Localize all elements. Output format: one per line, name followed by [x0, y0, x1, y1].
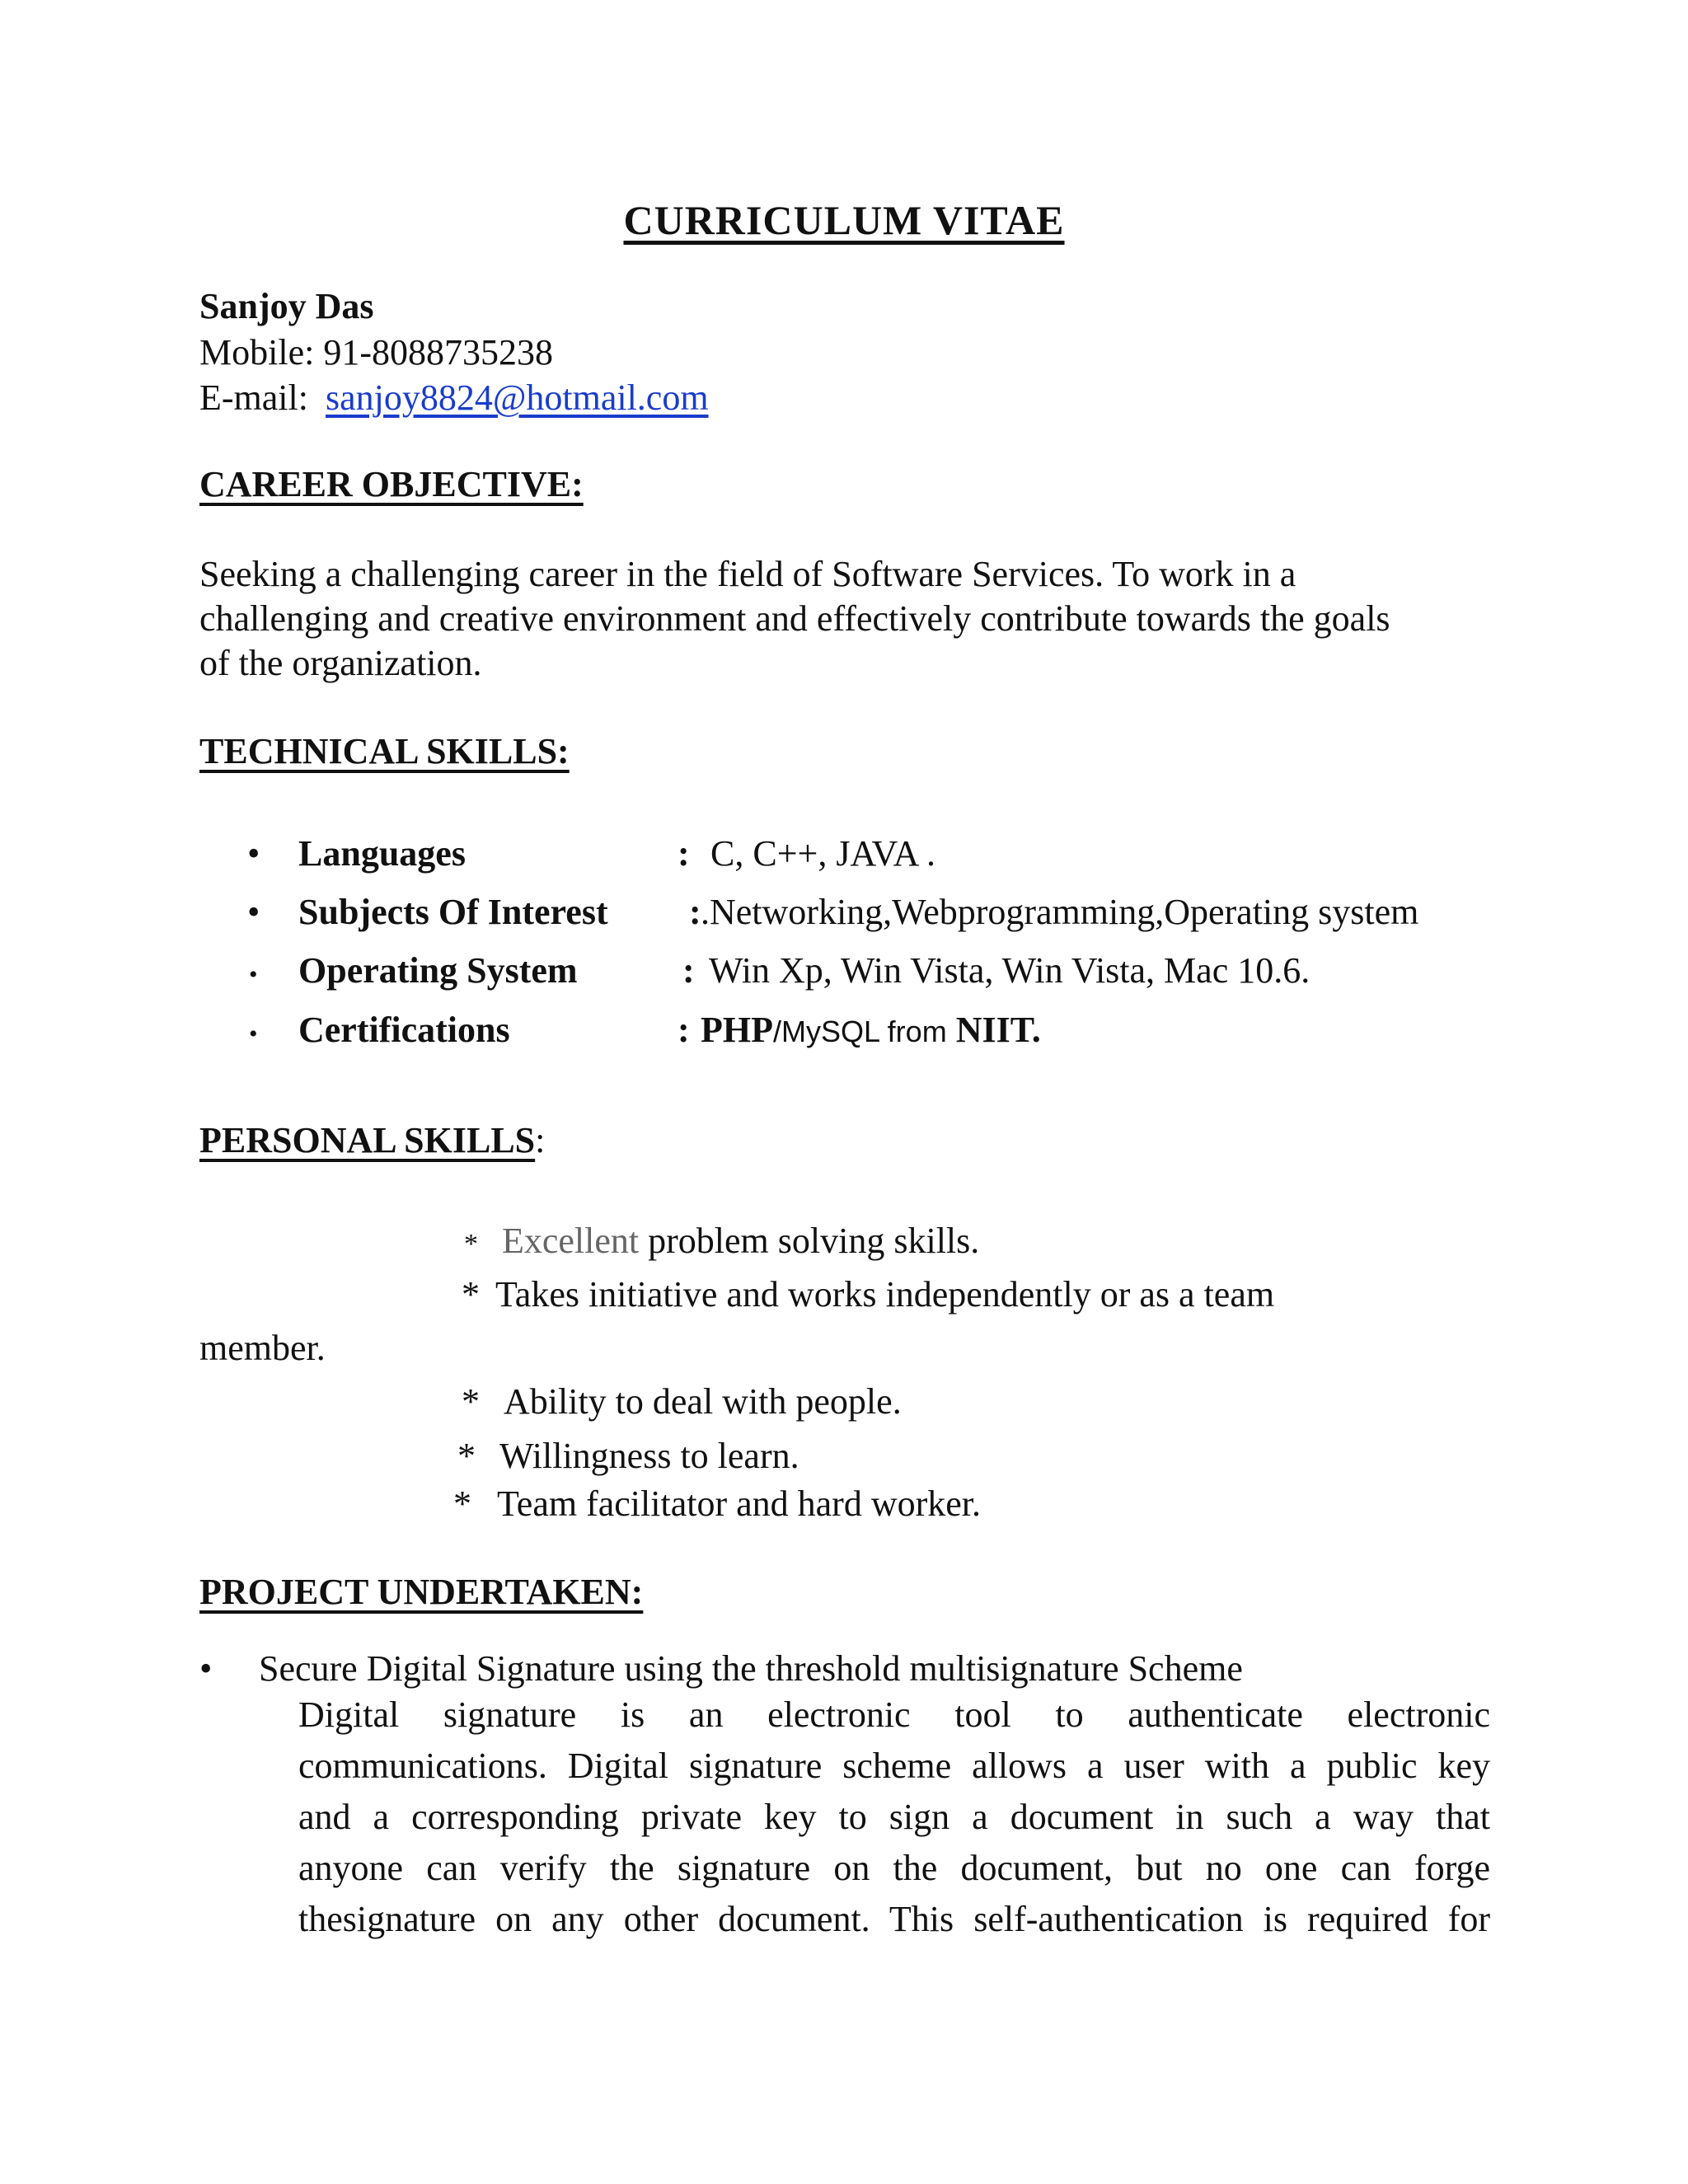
project-title: Secure Digital Signature using the threshold multisignature Scheme — [259, 1648, 1243, 1689]
personal-skills-heading-wrap — [199, 1119, 545, 1161]
career-objective-line: Seeking a challenging career in the field of Software Services. To work in a — [199, 554, 1296, 594]
bullet-icon: • — [199, 1648, 213, 1689]
skill-label-os: Operating System — [298, 950, 578, 991]
mobile-line — [199, 330, 553, 376]
mobile-label: Mobile: — [199, 332, 315, 373]
personal-skill-item: * Willingness to learn. — [457, 1436, 799, 1476]
project-description-line: thesignature on any other document. This self-authentication is required for — [298, 1899, 1490, 1939]
technical-skills-heading: TECHNICAL SKILLS: — [199, 731, 570, 771]
project-description-line: and a corresponding private key to sign a document in such a way that — [298, 1797, 1490, 1837]
skill-separator: : — [689, 892, 701, 932]
career-objective-line: of the organization. — [199, 643, 482, 683]
email-line — [199, 375, 709, 421]
skill-separator: : — [682, 950, 695, 991]
project-description-line: Digital signature is an electronic tool to authenticate electronic — [298, 1694, 1490, 1735]
skill-value-certifications — [701, 1007, 1041, 1055]
skill-value-languages: C, C++, JAVA . — [710, 833, 936, 874]
personal-skills-colon: : — [535, 1120, 546, 1160]
project-heading: PROJECT UNDERTAKEN: — [199, 1572, 644, 1612]
cert-provider: NIIT. — [955, 1010, 1041, 1050]
bullet-icon: • — [247, 892, 260, 932]
skill-separator: : — [678, 1010, 690, 1050]
skill-value-subjects: .Networking,Webprogramming,Operating system — [701, 892, 1419, 932]
skill-label-languages: Languages — [298, 833, 466, 874]
document-title: CURRICULUM VITAE — [623, 197, 1065, 243]
skill-label-certifications: Certifications — [298, 1010, 510, 1050]
skill-separator: : — [678, 833, 690, 874]
career-objective-text — [199, 552, 1493, 686]
project-description — [298, 1690, 1490, 1945]
career-objective-line: challenging and creative environment and effectively contribute towards the goals — [199, 598, 1390, 639]
personal-skill-item: * Takes initiative and works independently or as a team — [462, 1274, 1275, 1315]
skill-value-os: Win Xp, Win Vista, Win Vista, Mac 10.6. — [709, 950, 1311, 991]
email-link[interactable]: sanjoy8824@hotmail.com — [325, 377, 709, 418]
candidate-name: Sanjoy Das — [199, 286, 374, 326]
personal-skill-item: * Ability to deal with people. — [462, 1381, 902, 1422]
personal-skill-item: * Excellent problem solving skills. — [464, 1221, 980, 1261]
bullet-icon: • — [247, 833, 260, 874]
cert-php: PHP — [701, 1010, 773, 1050]
project-description-line: communications. Digital signature scheme allows a user with a public key — [298, 1746, 1490, 1786]
skill-label-subjects: Subjects Of Interest — [298, 892, 608, 932]
bullet-icon: • — [249, 1020, 258, 1047]
mobile-number: 91-8088735238 — [323, 332, 553, 373]
bullet-icon: • — [249, 961, 258, 988]
email-label: E-mail: — [199, 377, 308, 418]
personal-skills-heading: PERSONAL SKILLS — [199, 1120, 536, 1160]
personal-skill-item: * Team facilitator and hard worker. — [453, 1483, 981, 1524]
personal-skill-wrap: member. — [199, 1328, 326, 1368]
cert-mysql: /MySQL from — [772, 1015, 947, 1048]
project-description-line: anyone can verify the signature on the document, but no one can forge — [298, 1848, 1490, 1888]
career-objective-heading: CAREER OBJECTIVE: — [199, 464, 584, 504]
